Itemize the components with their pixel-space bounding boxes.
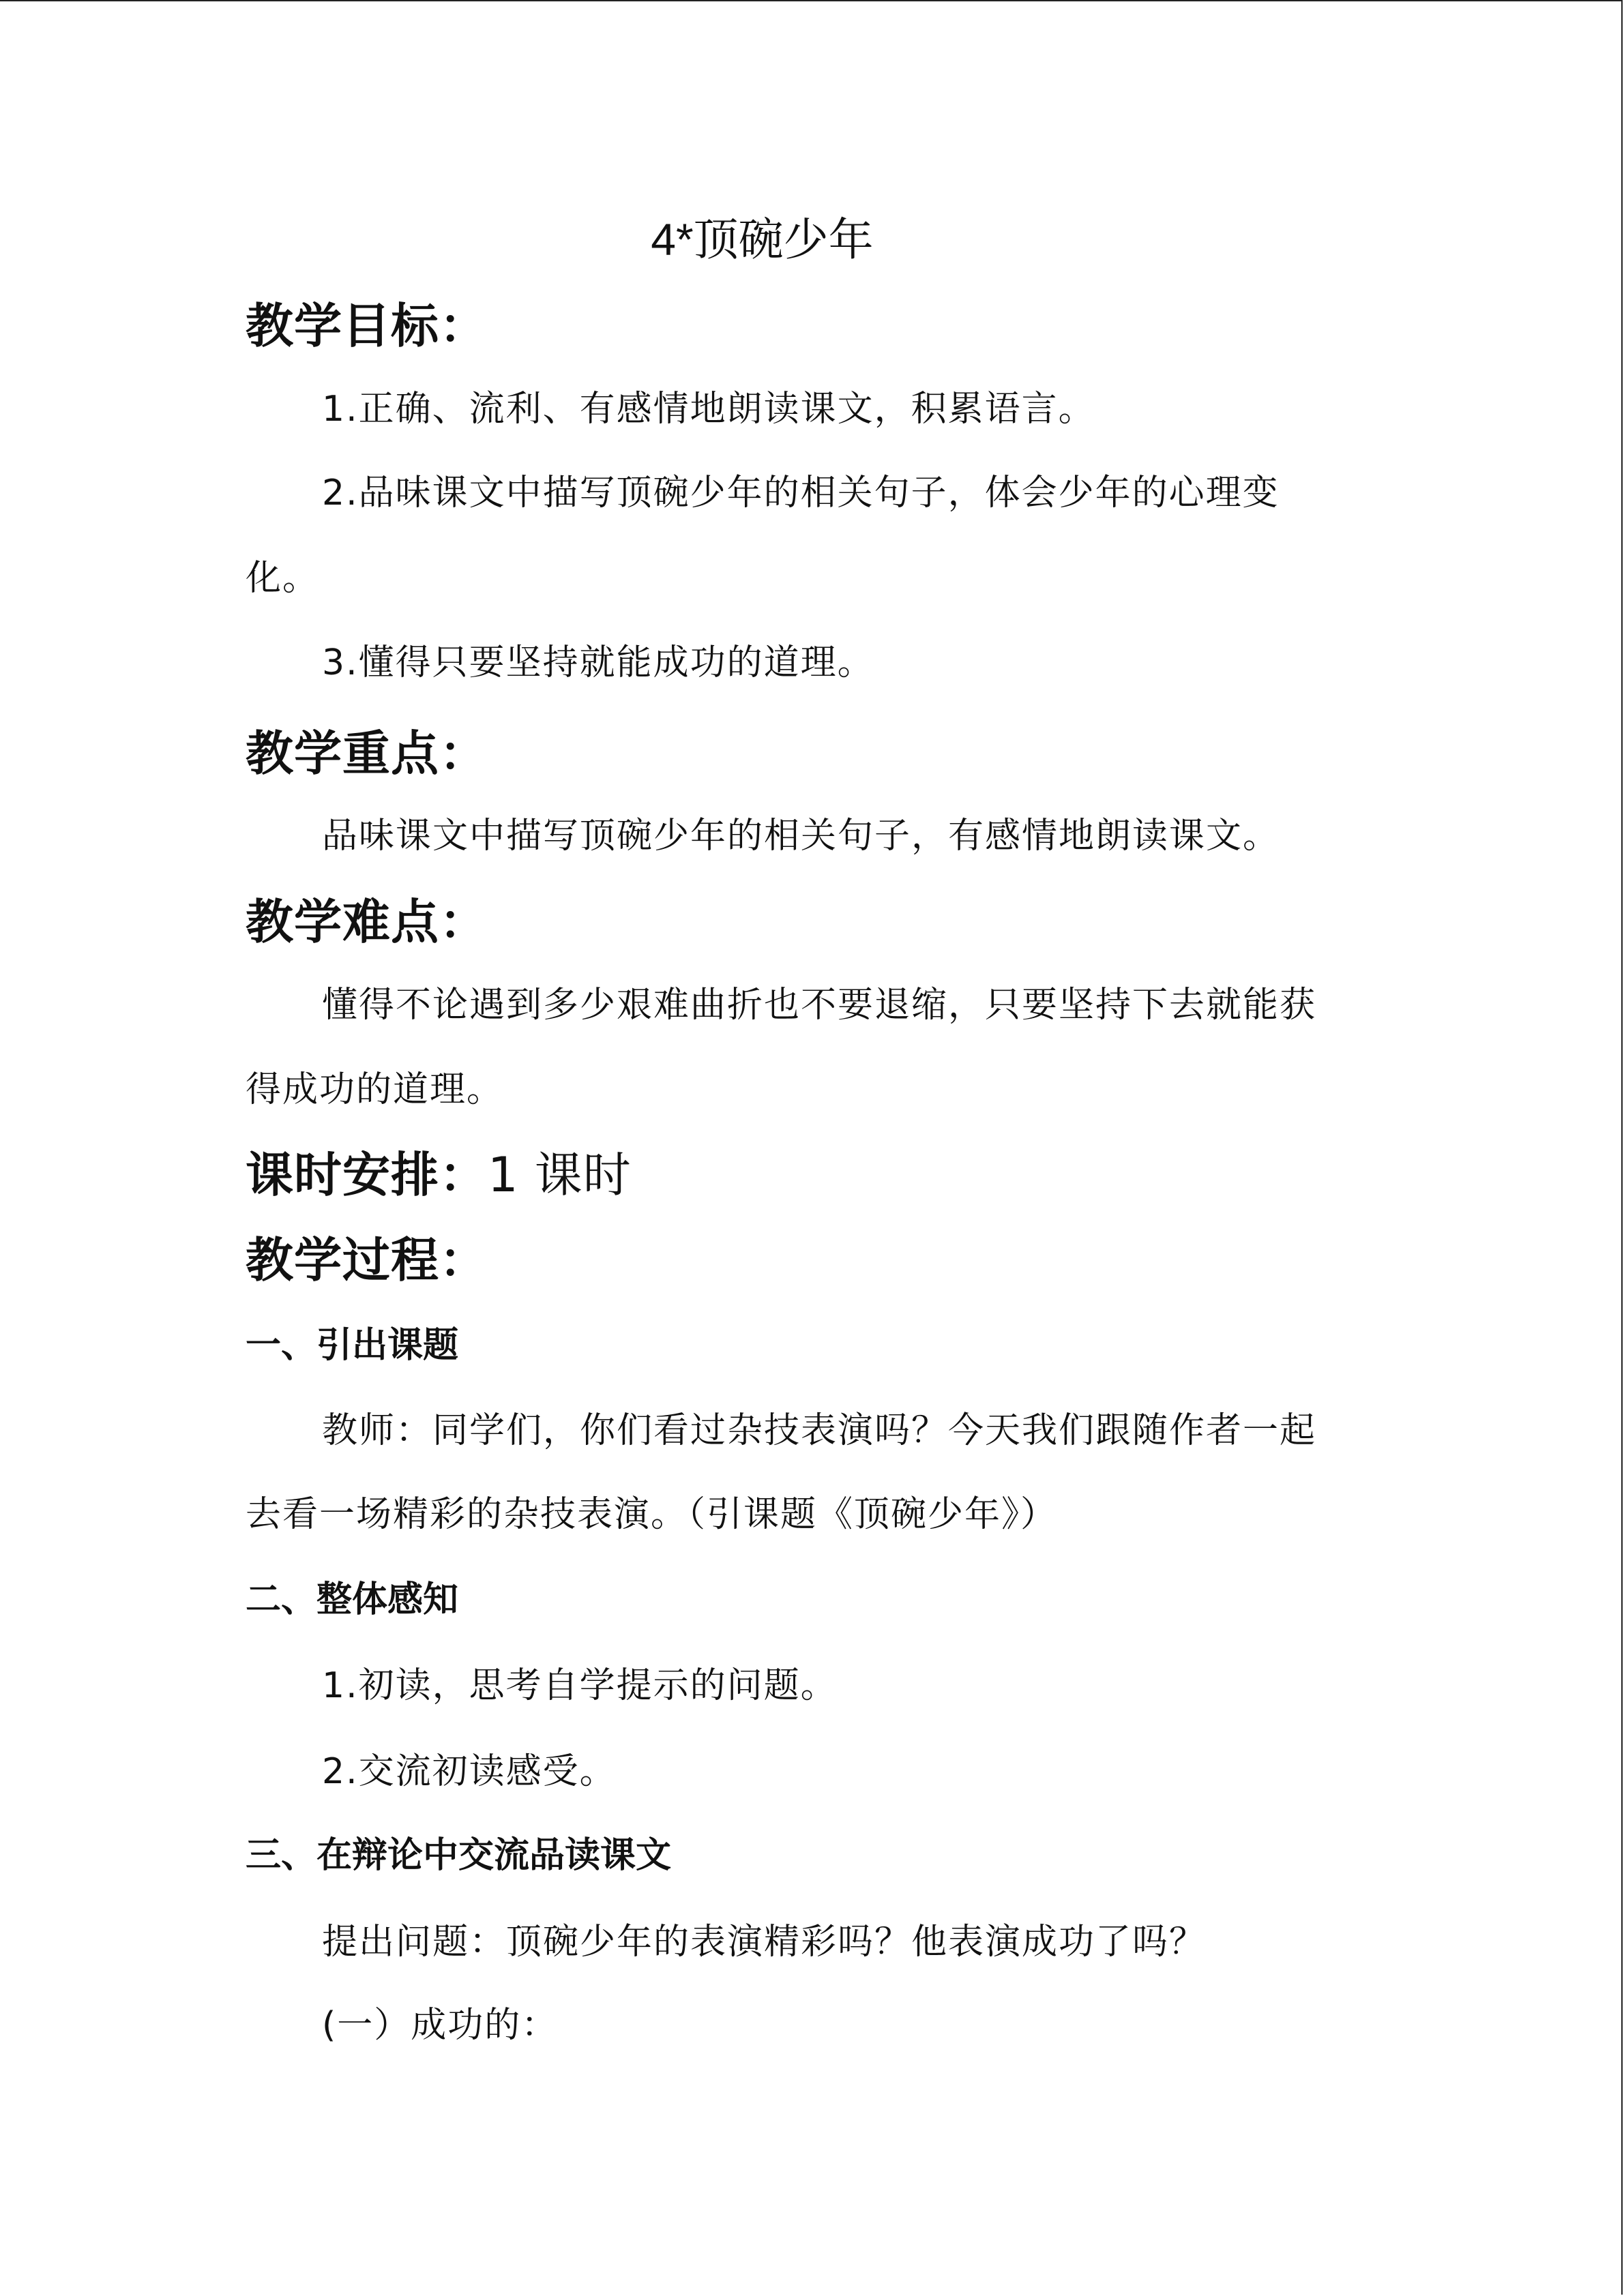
key-points-text: 品味课文中描写顶碗少年的相关句子，有感情地朗读课文。 (322, 816, 1280, 856)
goal-2-line-1: 2.品味课文中描写顶碗少年的相关句子，体会少年的心理变 (322, 473, 1280, 513)
schedule-label: 课时安排： (246, 1147, 488, 1203)
document-title: 4*顶碗少年 (651, 214, 874, 265)
section-2-item-1: 1.初读，思考自学提示的问题。 (322, 1665, 838, 1706)
goals-heading: 教学目标： (246, 298, 488, 354)
schedule-line (246, 1147, 632, 1203)
section-1-line-2: 去看一场精彩的杂技表演。（引课题《顶碗少年》） (246, 1494, 1058, 1535)
goal-3: 3.懂得只要坚持就能成功的道理。 (322, 642, 874, 683)
difficult-points-line-1: 懂得不论遇到多少艰难曲折也不要退缩，只要坚持下去就能获 (322, 985, 1317, 1026)
difficult-points-line-2: 得成功的道理。 (246, 1069, 504, 1110)
section-1-line-1: 教师：同学们，你们看过杂技表演吗？今天我们跟随作者一起 (322, 1410, 1317, 1451)
section-2-item-2: 2.交流初读感受。 (322, 1751, 617, 1792)
section-3-question: 提出问题：顶碗少年的表演精彩吗？他表演成功了吗？ (322, 1922, 1207, 1963)
difficult-points-heading: 教学难点： (246, 894, 488, 950)
section-1-heading: 一、引出课题 (246, 1325, 459, 1366)
goal-2-line-2: 化。 (246, 558, 320, 599)
key-points-heading: 教学重点： (246, 726, 488, 781)
section-2-heading: 二、整体感知 (246, 1579, 459, 1620)
process-heading: 教学过程： (246, 1232, 488, 1288)
goal-1: 1.正确、流利、有感情地朗读课文，积累语言。 (322, 389, 1095, 430)
schedule-value: 1 课时 (488, 1147, 632, 1203)
section-3-subheading-1: (一）成功的： (322, 2005, 559, 2046)
section-3-heading: 三、在辩论中交流品读课文 (246, 1835, 672, 1876)
